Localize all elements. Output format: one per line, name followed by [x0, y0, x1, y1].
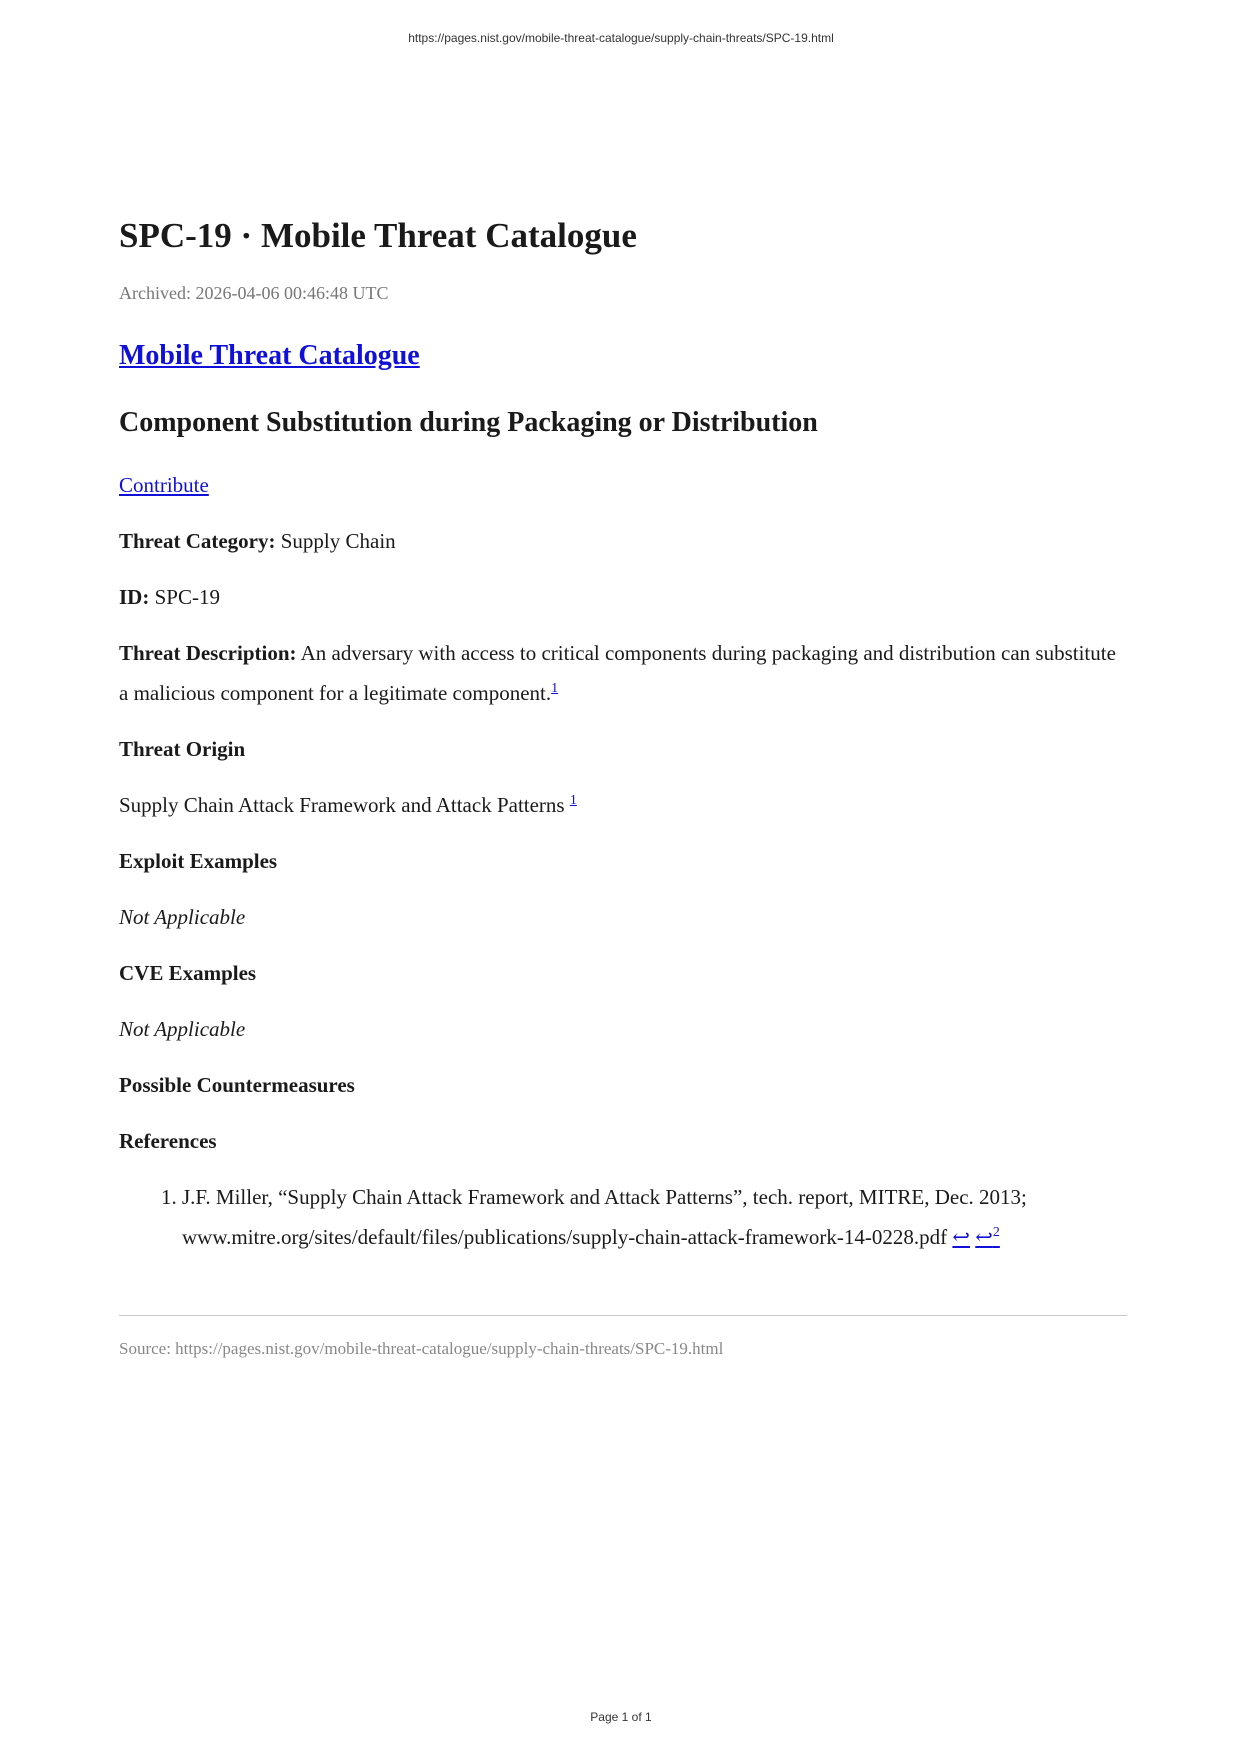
- countermeasures-heading: Possible Countermeasures: [119, 1073, 355, 1097]
- references-list: [119, 1177, 1129, 1257]
- source-url: Source: https://pages.nist.gov/mobile-threat-catalogue/supply-chain-threats/SPC-19.html: [119, 1339, 724, 1358]
- contribute-link[interactable]: Contribute: [119, 473, 209, 497]
- threat-category-value: Supply Chain: [280, 529, 396, 553]
- threat-origin-heading: Threat Origin: [119, 737, 246, 761]
- backref-link-2[interactable]: [975, 1225, 1000, 1249]
- threat-title: Component Substitution during Packaging or Distribution: [119, 407, 818, 438]
- threat-description-text: An adversary with access to critical components during packaging and distribution can substitute a malicious component for a legitimate component.: [119, 641, 1116, 705]
- cve-examples-heading: CVE Examples: [119, 961, 257, 985]
- archived-timestamp: Archived: 2026-04-06 00:46:48 UTC: [119, 283, 389, 303]
- threat-description-label: Threat Description:: [119, 641, 297, 665]
- references-heading: References: [119, 1129, 217, 1153]
- page-header-url: https://pages.nist.gov/mobile-threat-catalogue/supply-chain-threats/SPC-19.html: [408, 31, 834, 45]
- contribute-paragraph: [119, 465, 1129, 505]
- exploit-examples-heading: Exploit Examples: [119, 849, 278, 873]
- cve-examples-value: Not Applicable: [119, 1017, 246, 1041]
- threat-origin-footnote-link[interactable]: 1: [569, 793, 577, 808]
- threat-id-label: ID:: [119, 585, 150, 609]
- threat-category-label: Threat Category:: [119, 529, 276, 553]
- page-number: Page 1 of 1: [590, 1710, 652, 1724]
- site-title-link[interactable]: Mobile Threat Catalogue: [119, 340, 420, 371]
- page-title: SPC-19 · Mobile Threat Catalogue: [119, 216, 637, 255]
- exploit-examples-value: Not Applicable: [119, 905, 246, 929]
- divider: [119, 1315, 1127, 1316]
- reference-item: [182, 1177, 1129, 1257]
- exploit-examples-text: [119, 897, 1129, 937]
- backref-link[interactable]: ↩: [952, 1225, 970, 1249]
- threat-description: [119, 633, 1129, 713]
- reference-text: J.F. Miller, “Supply Chain Attack Framework and Attack Patterns”, tech. report, MITRE, Dec. 2013; www.mitre.org/sites/default/files/publications/supply-chain-attack-framework-14-0228.pdf: [182, 1185, 1027, 1249]
- threat-origin-value: Supply Chain Attack Framework and Attack Patterns: [119, 793, 565, 817]
- threat-category: [119, 521, 1129, 561]
- footnote-link[interactable]: 1: [551, 681, 559, 696]
- threat-origin-text: [119, 785, 1129, 825]
- backref-number: 2: [992, 1225, 1000, 1240]
- threat-id: [119, 577, 1129, 617]
- site-title-heading: [119, 338, 1129, 374]
- cve-examples-text: [119, 1009, 1129, 1049]
- document-content: [119, 212, 1129, 1362]
- threat-id-value: SPC-19: [154, 585, 220, 609]
- backref-arrow: ↩: [975, 1225, 993, 1249]
